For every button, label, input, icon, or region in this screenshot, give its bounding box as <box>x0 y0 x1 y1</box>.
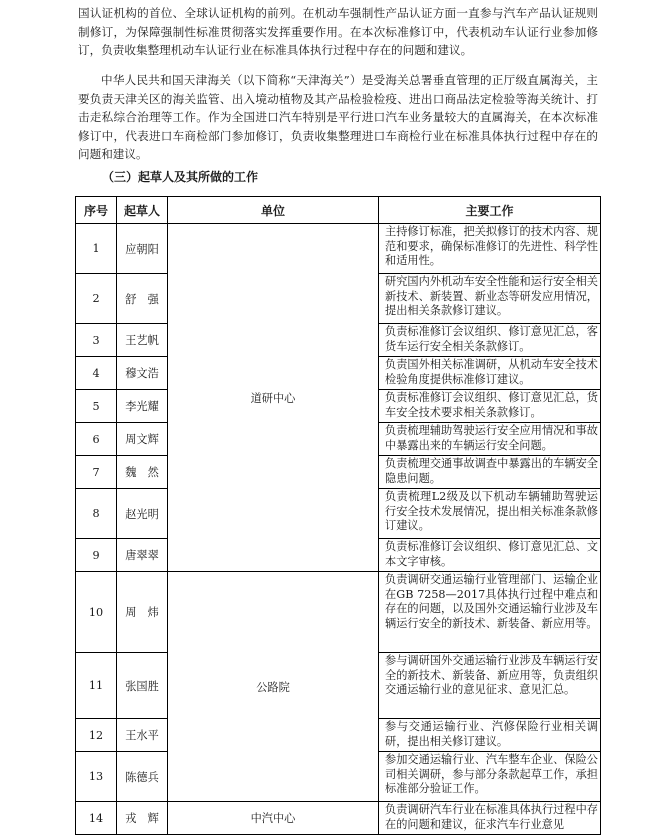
row-name: 张国胜 <box>117 653 168 719</box>
row-name: 王艺帆 <box>117 324 168 357</box>
row-work: 负责国外相关标准调研，从机动车安全技术检验角度提供标准修订建议。 <box>379 357 601 390</box>
row-name: 李光耀 <box>117 390 168 423</box>
row-name: 周 炜 <box>117 572 168 653</box>
row-name: 穆文浩 <box>117 357 168 390</box>
row-work: 参加交通运输行业、汽车整车企业、保险公司相关调研，参与部分条款起草工作，承担标准部分验证工作。 <box>379 752 601 802</box>
row-no: 14 <box>76 802 117 835</box>
row-name: 赵光明 <box>117 489 168 539</box>
row-work: 主持修订标准，把关拟修订的技术内容、规范和要求，确保标准修订的先进性、科学性和适用性。 <box>379 224 601 274</box>
row-no: 3 <box>76 324 117 357</box>
header-no: 序号 <box>76 197 117 224</box>
row-no: 7 <box>76 456 117 489</box>
row-work: 负责标准修订会议组织、修订意见汇总，货车安全技术要求相关条款修订。 <box>379 390 601 423</box>
table-header-row <box>76 197 601 224</box>
row-work: 参与交通运输行业、汽修保险行业相关调研，提出相关修订建议。 <box>379 719 601 752</box>
row-work: 负责梳理L2级及以下机动车辆辅助驾驶运行安全技术发展情况，提出相关标准条款修订建议。 <box>379 489 601 539</box>
row-name: 应朝阳 <box>117 224 168 274</box>
paragraph-1: 国认证机构的首位、全球认证机构的前列。在机动车强制性产品认证方面一直参与汽车产品认证规则制修订，为保障强制性标准贯彻落实发挥重要作用。在本次标准修订中，代表机动车认证行业参加修订，负责收集整理机动车认证行业在标准具体执行过程中存在的问题和建议。 <box>78 6 598 58</box>
row-no: 4 <box>76 357 117 390</box>
table-row <box>76 802 601 835</box>
header-name: 起草人 <box>117 197 168 224</box>
table-row <box>76 224 601 274</box>
row-name: 陈德兵 <box>117 752 168 802</box>
row-no: 6 <box>76 423 117 456</box>
unit-cell: 中汽中心 <box>168 802 379 835</box>
row-work: 负责梳理辅助驾驶运行安全应用情况和事故中暴露出来的车辆运行安全问题。 <box>379 423 601 456</box>
row-no: 11 <box>76 653 117 719</box>
unit-cell: 道研中心 <box>168 224 379 572</box>
drafters-table <box>75 196 601 835</box>
row-work: 负责调研汽车行业在标准具体执行过程中存在的问题和建议，征求汽车行业意见 <box>379 802 601 835</box>
row-no: 2 <box>76 274 117 324</box>
row-work: 负责梳理交通事故调查中暴露出的车辆安全隐患问题。 <box>379 456 601 489</box>
paragraph-2: 中华人民共和国天津海关（以下简称“天津海关”）是受海关总署垂直管理的正厅级直属海关，主要负责天津关区的海关监管、出入境动植物及其产品检验检疫、进出口商品法定检验等海关统计、打击走私综合治理等工作。作为全国进口汽车特别是平行进口汽车业务量较大的直属海关，在本次标准修订中，代表进口车商检部门参加修订，负责收集整理进口车商检行业在标准具体执行过程中存在的问题和建议。 <box>78 73 598 162</box>
row-name: 舒 强 <box>117 274 168 324</box>
table-row <box>76 572 601 653</box>
row-work: 负责标准修订会议组织、修订意见汇总，客货车运行安全相关条款修订。 <box>379 324 601 357</box>
row-no: 10 <box>76 572 117 653</box>
header-work: 主要工作 <box>379 197 601 224</box>
row-name: 王水平 <box>117 719 168 752</box>
unit-cell: 公路院 <box>168 572 379 802</box>
row-name: 魏 然 <box>117 456 168 489</box>
row-no: 13 <box>76 752 117 802</box>
row-no: 9 <box>76 539 117 572</box>
row-work: 参与调研国外交通运输行业涉及车辆运行安全的新技术、新装备、新应用等，负责组织交通运输行业的意见征求、意见汇总。 <box>379 653 601 719</box>
section-heading: （三）起草人及其所做的工作 <box>102 170 259 184</box>
row-no: 8 <box>76 489 117 539</box>
row-name: 唐翠翠 <box>117 539 168 572</box>
row-no: 1 <box>76 224 117 274</box>
row-work: 负责调研交通运输行业管理部门、运输企业在GB 7258—2017具体执行过程中难点和存在的问题，以及国外交通运输行业涉及车辆运行安全的新技术、新装备、新应用等。 <box>379 572 601 653</box>
row-work: 负责标准修订会议组织、修订意见汇总、文本文字审核。 <box>379 539 601 572</box>
header-unit: 单位 <box>168 197 379 224</box>
row-name: 戎 辉 <box>117 802 168 835</box>
row-no: 12 <box>76 719 117 752</box>
row-no: 5 <box>76 390 117 423</box>
row-work: 研究国内外机动车安全性能和运行安全相关新技术、新装置、新业态等研发应用情况，提出相关条款修订建议。 <box>379 274 601 324</box>
row-name: 周文辉 <box>117 423 168 456</box>
